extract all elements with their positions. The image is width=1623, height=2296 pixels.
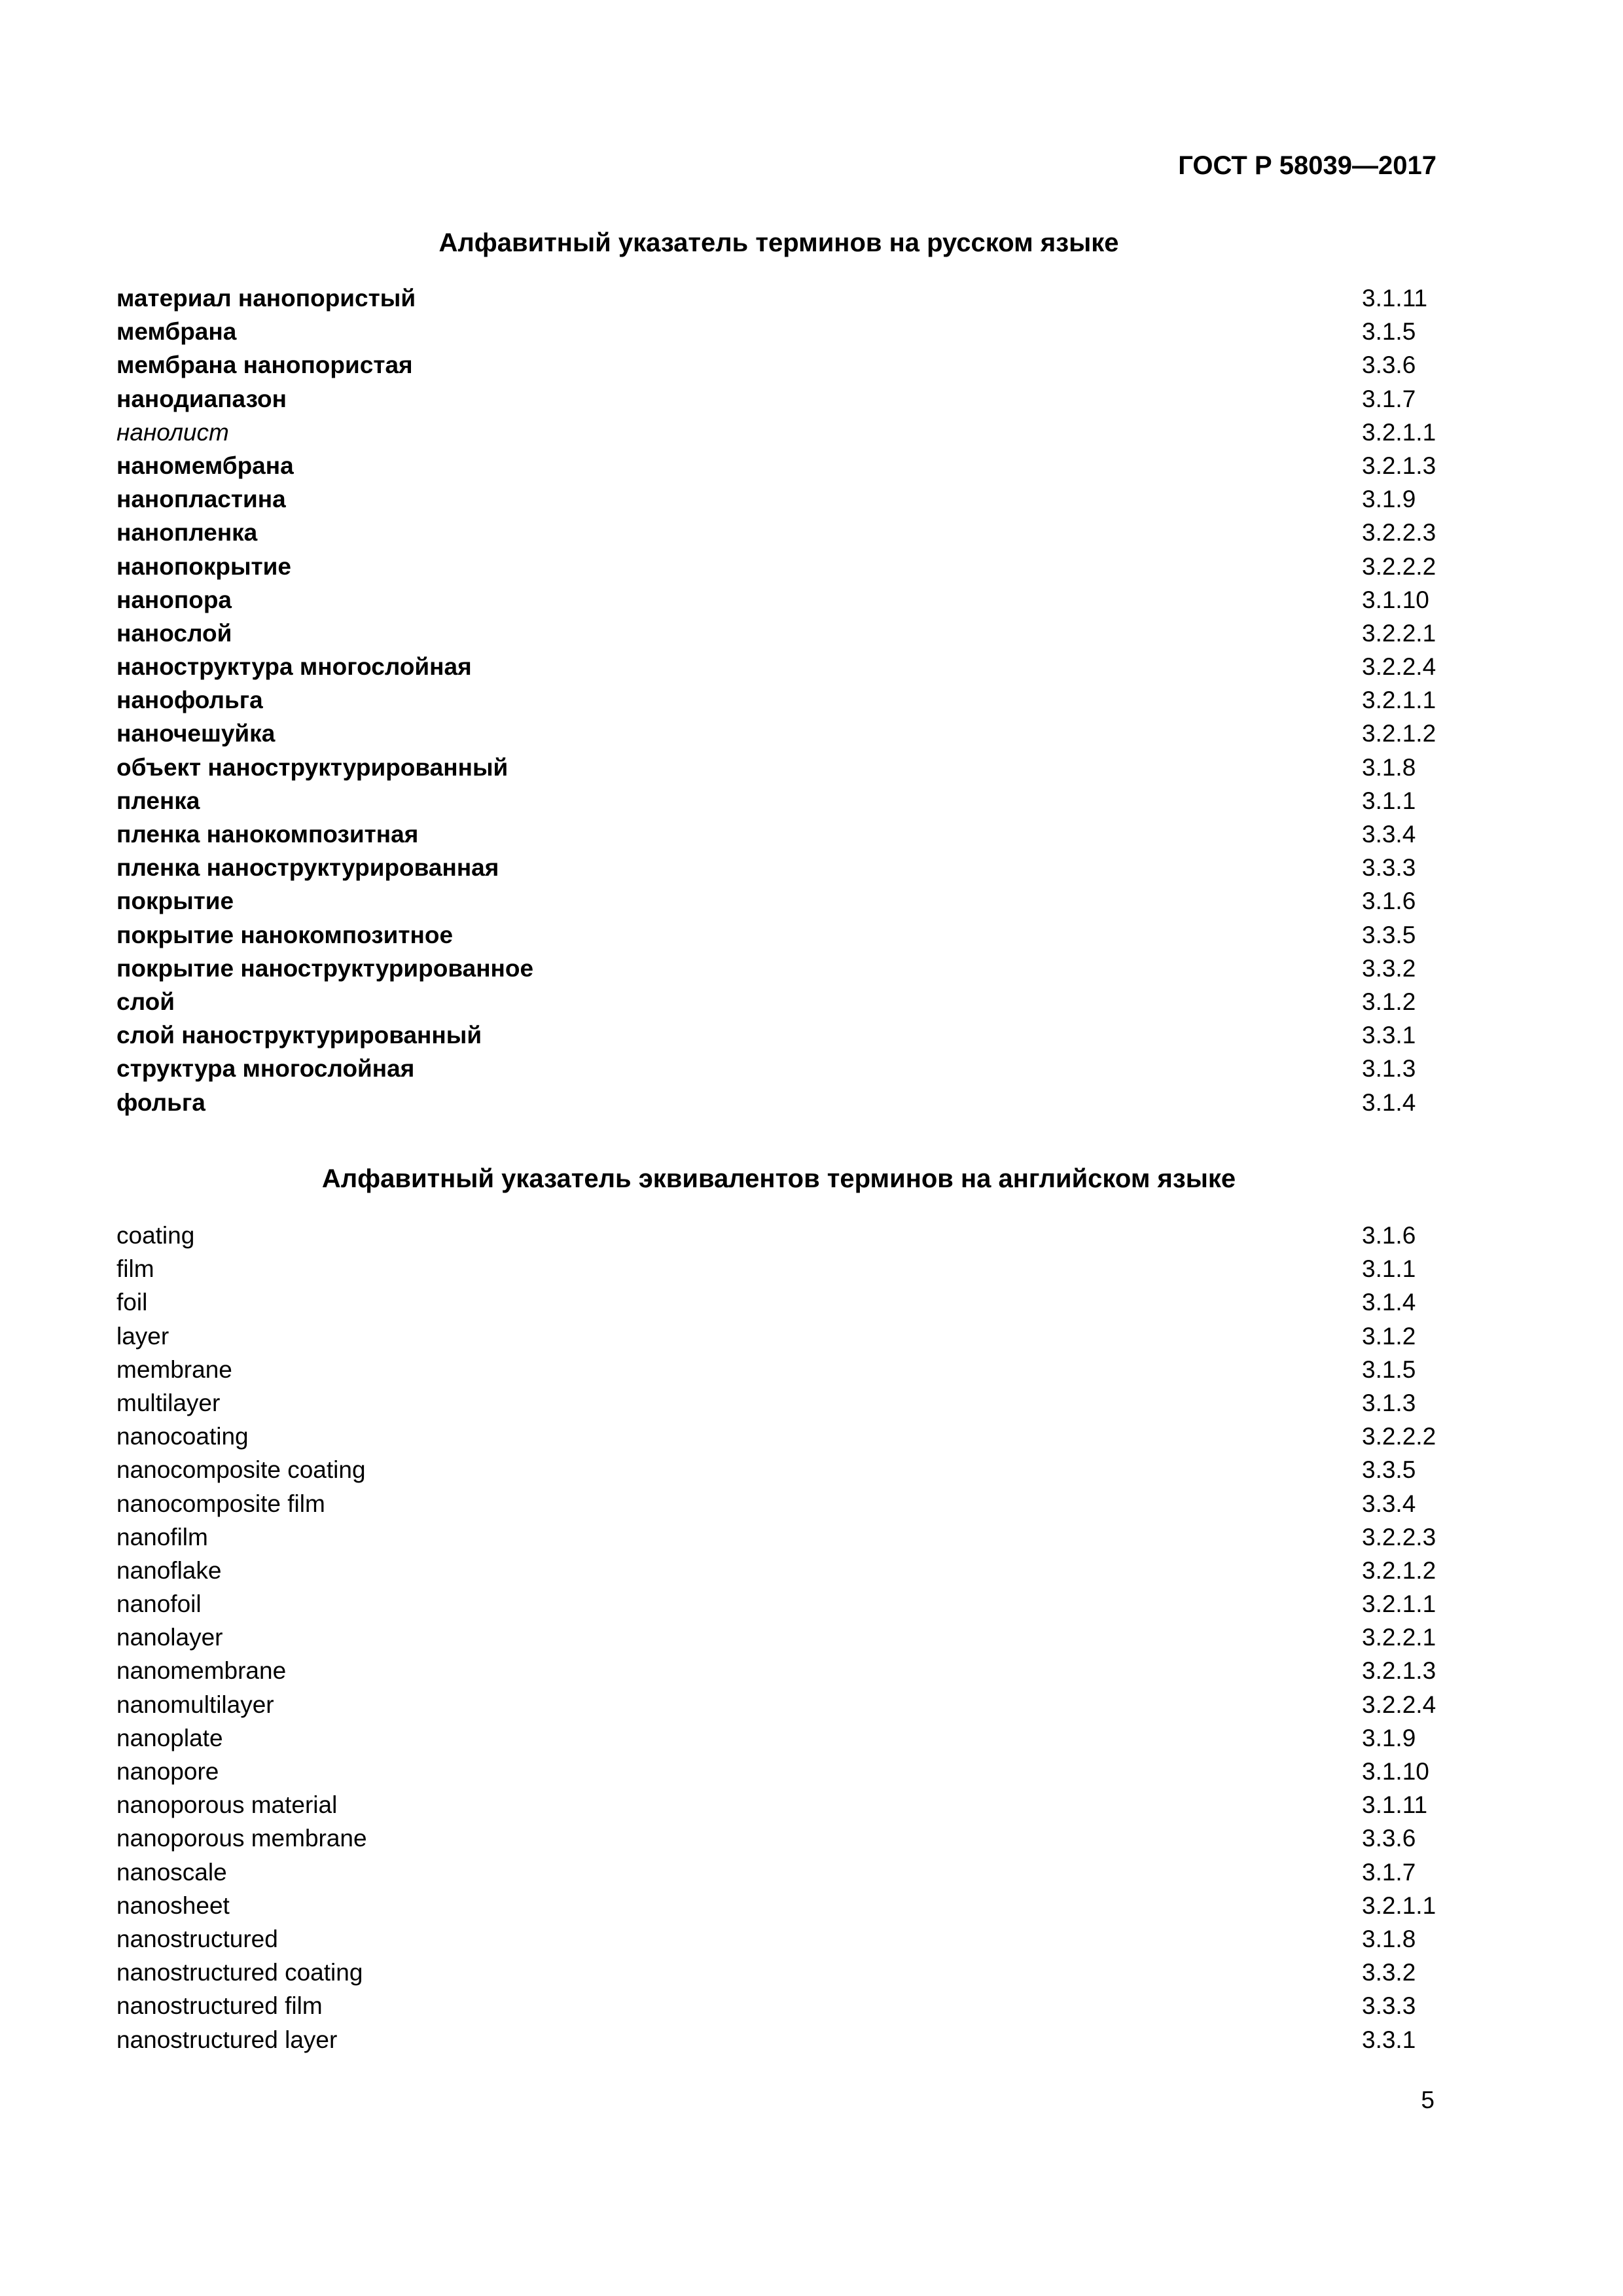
index-term: нанопора [116,586,232,613]
index-term: наночешуйка [116,720,276,747]
index-reference: 3.3.5 [1362,921,1416,948]
index-reference: 3.3.1 [1362,1022,1416,1049]
index-reference: 3.1.4 [1362,1088,1416,1116]
index-term: структура многослойная [116,1055,415,1083]
index-reference: 3.1.8 [1362,753,1416,781]
index-term: foil [116,1289,148,1316]
index-entry [116,1989,1438,2022]
index-term: пленка нанокомпозитная [116,821,419,848]
index-reference: 3.2.1.1 [1362,1590,1436,1618]
index-entry [116,1621,1438,1654]
index-reference: 3.2.2.4 [1362,1691,1436,1718]
index-entry [116,1688,1438,1721]
index-reference: 3.1.9 [1362,486,1416,513]
index-term: coating [116,1222,195,1249]
index-term: нанопластина [116,486,286,513]
index-term: мембрана [116,318,237,346]
index-reference: 3.2.1.1 [1362,1892,1436,1919]
index-entry [116,1386,1438,1420]
index-entry [116,717,1438,750]
index-reference: 3.2.1.2 [1362,720,1436,747]
index-term: nanomultilayer [116,1691,274,1718]
index-entry [116,1052,1438,1085]
index-entry [116,1086,1438,1119]
index-reference: 3.1.10 [1362,1758,1429,1785]
index-entry [116,884,1438,918]
index-entry [116,1520,1438,1554]
index-entry [116,1353,1438,1386]
index-term: nanoflake [116,1556,222,1584]
index-term: nanopore [116,1758,219,1785]
index-reference: 3.2.2.2 [1362,552,1436,580]
index-entry [116,348,1438,382]
index-reference: 3.3.3 [1362,1992,1416,2020]
index-term: multilayer [116,1389,221,1416]
index-term: наномембрана [116,452,294,479]
index-term: nanoscale [116,1858,227,1886]
page-number: 5 [1421,2087,1435,2113]
index-term: nanoporous membrane [116,1825,367,1852]
index-reference: 3.1.5 [1362,1355,1416,1383]
index-reference: 3.1.2 [1362,1322,1416,1350]
index-reference: 3.3.1 [1362,2026,1416,2053]
index-entry [116,2023,1438,2056]
index-entry [116,281,1438,315]
index-entry [116,1922,1438,1956]
index-reference: 3.1.7 [1362,1858,1416,1886]
index-reference: 3.3.2 [1362,954,1416,982]
index-entry [116,1018,1438,1052]
index-reference: 3.3.5 [1362,1456,1416,1484]
index-term: пленка наноструктурированная [116,854,499,882]
index-term: объект наноструктурированный [116,753,508,781]
index-term: nanostructured film [116,1992,323,2020]
index-entry [116,1956,1438,1989]
index-entry [116,550,1438,583]
index-reference: 3.1.11 [1362,1791,1428,1819]
index-reference: 3.2.1.2 [1362,1556,1436,1584]
index-reference: 3.1.11 [1362,285,1428,312]
index-entry [116,1487,1438,1520]
index-reference: 3.2.2.3 [1362,519,1436,547]
index-reference: 3.3.6 [1362,351,1416,379]
index-term: layer [116,1322,169,1350]
index-term: membrane [116,1355,232,1383]
index-reference: 3.2.2.4 [1362,653,1436,681]
index-reference: 3.2.2.1 [1362,619,1436,647]
index-entry [116,1821,1438,1855]
index-term: nanoplate [116,1724,223,1751]
index-term: наноструктура многослойная [116,653,472,681]
index-entry [116,1889,1438,1922]
index-reference: 3.2.1.1 [1362,418,1436,446]
index-reference: 3.1.3 [1362,1389,1416,1416]
index-entry [116,382,1438,416]
index-entry [116,784,1438,817]
index-entry [116,1788,1438,1821]
index-reference: 3.2.1.3 [1362,1657,1436,1685]
russian-index-title: Алфавитный указатель терминов на русском языке [438,228,1119,257]
index-term: покрытие [116,888,234,915]
index-entry [116,1219,1438,1252]
index-term: nanocoating [116,1423,249,1450]
english-index-list [116,1219,1438,2056]
index-term: покрытие наноструктурированное [116,954,534,982]
index-term: nanomembrane [116,1657,287,1685]
index-entry [116,1587,1438,1621]
index-reference: 3.3.2 [1362,1959,1416,1986]
index-term: пленка [116,787,200,814]
index-entry [116,918,1438,952]
english-index-title: Алфавитный указатель эквивалентов терминов на английском языке [321,1164,1236,1193]
index-term: nanofoil [116,1590,202,1618]
index-term: нанофольга [116,687,263,714]
index-reference: 3.1.3 [1362,1055,1416,1083]
index-entry [116,952,1438,985]
index-reference: 3.1.8 [1362,1925,1416,1952]
index-entry [116,1721,1438,1755]
index-entry [116,1285,1438,1319]
index-reference: 3.1.6 [1362,888,1416,915]
index-entry [116,1319,1438,1353]
index-entry [116,1554,1438,1587]
index-entry [116,985,1438,1018]
index-reference: 3.1.1 [1362,787,1416,814]
index-entry [116,315,1438,348]
index-entry [116,1453,1438,1486]
index-reference: 3.1.2 [1362,988,1416,1015]
index-reference: 3.2.2.3 [1362,1523,1436,1551]
index-reference: 3.3.3 [1362,854,1416,882]
index-reference: 3.1.4 [1362,1289,1416,1316]
index-reference: 3.2.2.1 [1362,1624,1436,1651]
index-term: материал нанопористый [116,285,416,312]
index-entry [116,1654,1438,1687]
index-reference: 3.1.10 [1362,586,1429,613]
index-term: nanoporous material [116,1791,338,1819]
index-term: nanostructured layer [116,2026,338,2053]
index-reference: 3.3.4 [1362,821,1416,848]
index-reference: 3.1.7 [1362,385,1416,412]
index-entry [116,583,1438,617]
index-entry [116,416,1438,449]
russian-index-list [116,281,1438,1119]
index-term: нанодиапазон [116,385,287,412]
index-reference: 3.1.1 [1362,1255,1416,1283]
index-entry [116,751,1438,784]
index-entry [116,482,1438,516]
index-entry [116,449,1438,482]
index-term: нанослой [116,619,232,647]
index-reference: 3.1.9 [1362,1724,1416,1751]
index-entry [116,1856,1438,1889]
index-entry [116,683,1438,717]
index-term: нанопленка [116,519,258,547]
index-term: нанолист [116,418,229,446]
index-term: nanofilm [116,1523,208,1551]
index-reference: 3.1.5 [1362,318,1416,346]
index-term: nanosheet [116,1892,230,1919]
index-entry [116,617,1438,650]
index-reference: 3.2.1.1 [1362,687,1436,714]
index-entry [116,817,1438,851]
index-term: фольга [116,1088,205,1116]
index-term: слой [116,988,175,1015]
index-term: nanocomposite coating [116,1456,366,1484]
index-entry [116,1755,1438,1788]
standard-number: ГОСТ Р 58039—2017 [1178,151,1436,180]
index-term: покрытие нанокомпозитное [116,921,454,948]
index-term: nanostructured [116,1925,278,1952]
index-reference: 3.2.2.2 [1362,1423,1436,1450]
index-term: нанопокрытие [116,552,291,580]
index-reference: 3.1.6 [1362,1222,1416,1249]
index-reference: 3.3.6 [1362,1825,1416,1852]
index-term: nanostructured coating [116,1959,363,1986]
index-reference: 3.3.4 [1362,1490,1416,1517]
index-entry [116,1420,1438,1453]
index-term: слой наноструктурированный [116,1022,482,1049]
index-reference: 3.2.1.3 [1362,452,1436,479]
index-entry [116,516,1438,549]
index-term: nanocomposite film [116,1490,325,1517]
index-term: мембрана нанопористая [116,351,413,379]
index-entry [116,851,1438,884]
index-entry [116,650,1438,683]
index-term: nanolayer [116,1624,223,1651]
index-entry [116,1252,1438,1285]
index-term: film [116,1255,154,1283]
